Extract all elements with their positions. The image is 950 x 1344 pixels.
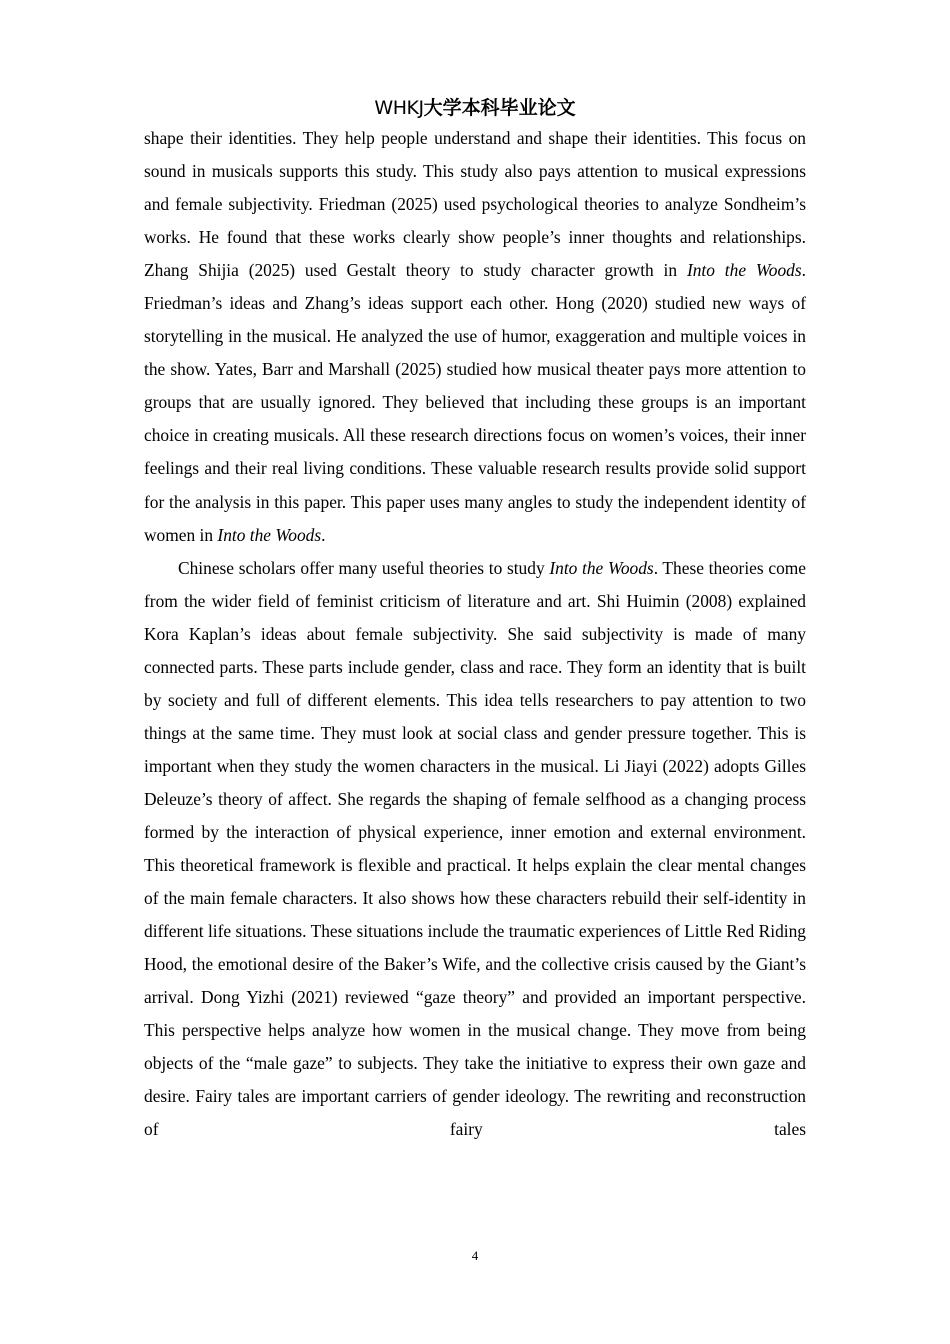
title-italic: Into the Woods xyxy=(549,557,654,578)
page-number: 4 xyxy=(471,1248,479,1263)
header-school-code: WHKJ xyxy=(374,97,424,119)
text-run: shape their identities. They help people understand and shape their identities. This focus on sound in musicals supports this study. This study also pays attention to musical expressions and female subjectivity. Friedman (2025) used psychological theories to analyze Sondheim’s works. He found that these works clearly show people’s inner thoughts and relationships. Zhang Shijia (2025) used Gestalt theory to study character growth in xyxy=(144,128,806,281)
text-run: . Friedman’s ideas and Zhang’s ideas support each other. Hong (2020) studied new ways of storytelling in the musical. He analyzed the use of humor, exaggeration and multiple voices in the show. Yates, Barr and Marshall (2025) studied how musical theater pays more attention to groups that are usually ignored. They believed that including these groups is an important choice in creating musicals. All these research directions focus on women’s voices, their inner feelings and their real living conditions. These valuable research results provide solid support for the analysis in this paper. This paper uses many angles to study the independent identity of women in xyxy=(144,260,806,545)
title-italic: Into the Woods xyxy=(217,524,322,545)
body-text xyxy=(144,122,806,1146)
page-header xyxy=(0,94,950,122)
paragraph-continued xyxy=(144,122,806,552)
paragraph-chinese-scholars xyxy=(144,552,806,1147)
title-italic: Into the Woods xyxy=(686,260,802,281)
text-run: . These theories come from the wider field of feminist criticism of literature and art. Shi Huimin (2008) explained Kora Kaplan’s ideas about female subjectivity. She said subjectivity is made of many connected parts. These parts include gender, class and race. They form an identity that is built by society and full of different elements. This idea tells researchers to pay attention to two things at the same time. They must look at social class and gender pressure together. This is important when they study the women characters in the musical. Li Jiayi (2022) adopts Gilles Deleuze’s theory of affect. She regards the shaping of female selfhood as a changing process formed by the interaction of physical experience, inner emotion and external environment. This theoretical framework is flexible and practical. It helps explain the clear mental changes of the main female characters. It also shows how these characters rebuild their self-identity in different life situations. These situations include the traumatic experiences of Little Red Riding Hood, the emotional desire of the Baker’s Wife, and the collective crisis caused by the Giant’s arrival. Dong Yizhi (2021) reviewed “gaze theory” and provided an important perspective. This perspective helps analyze how women in the musical change. They move from being objects of the “male gaze” to subjects. They take the initiative to express their own gaze and desire. Fairy tales are important carriers of gender ideology. The rewriting and reconstruction of fairy tales xyxy=(144,557,807,1140)
text-run: . xyxy=(321,524,326,545)
header-thesis-label: 大学本科毕业论文 xyxy=(423,97,576,119)
text-run: Chinese scholars offer many useful theories to study xyxy=(178,557,550,578)
